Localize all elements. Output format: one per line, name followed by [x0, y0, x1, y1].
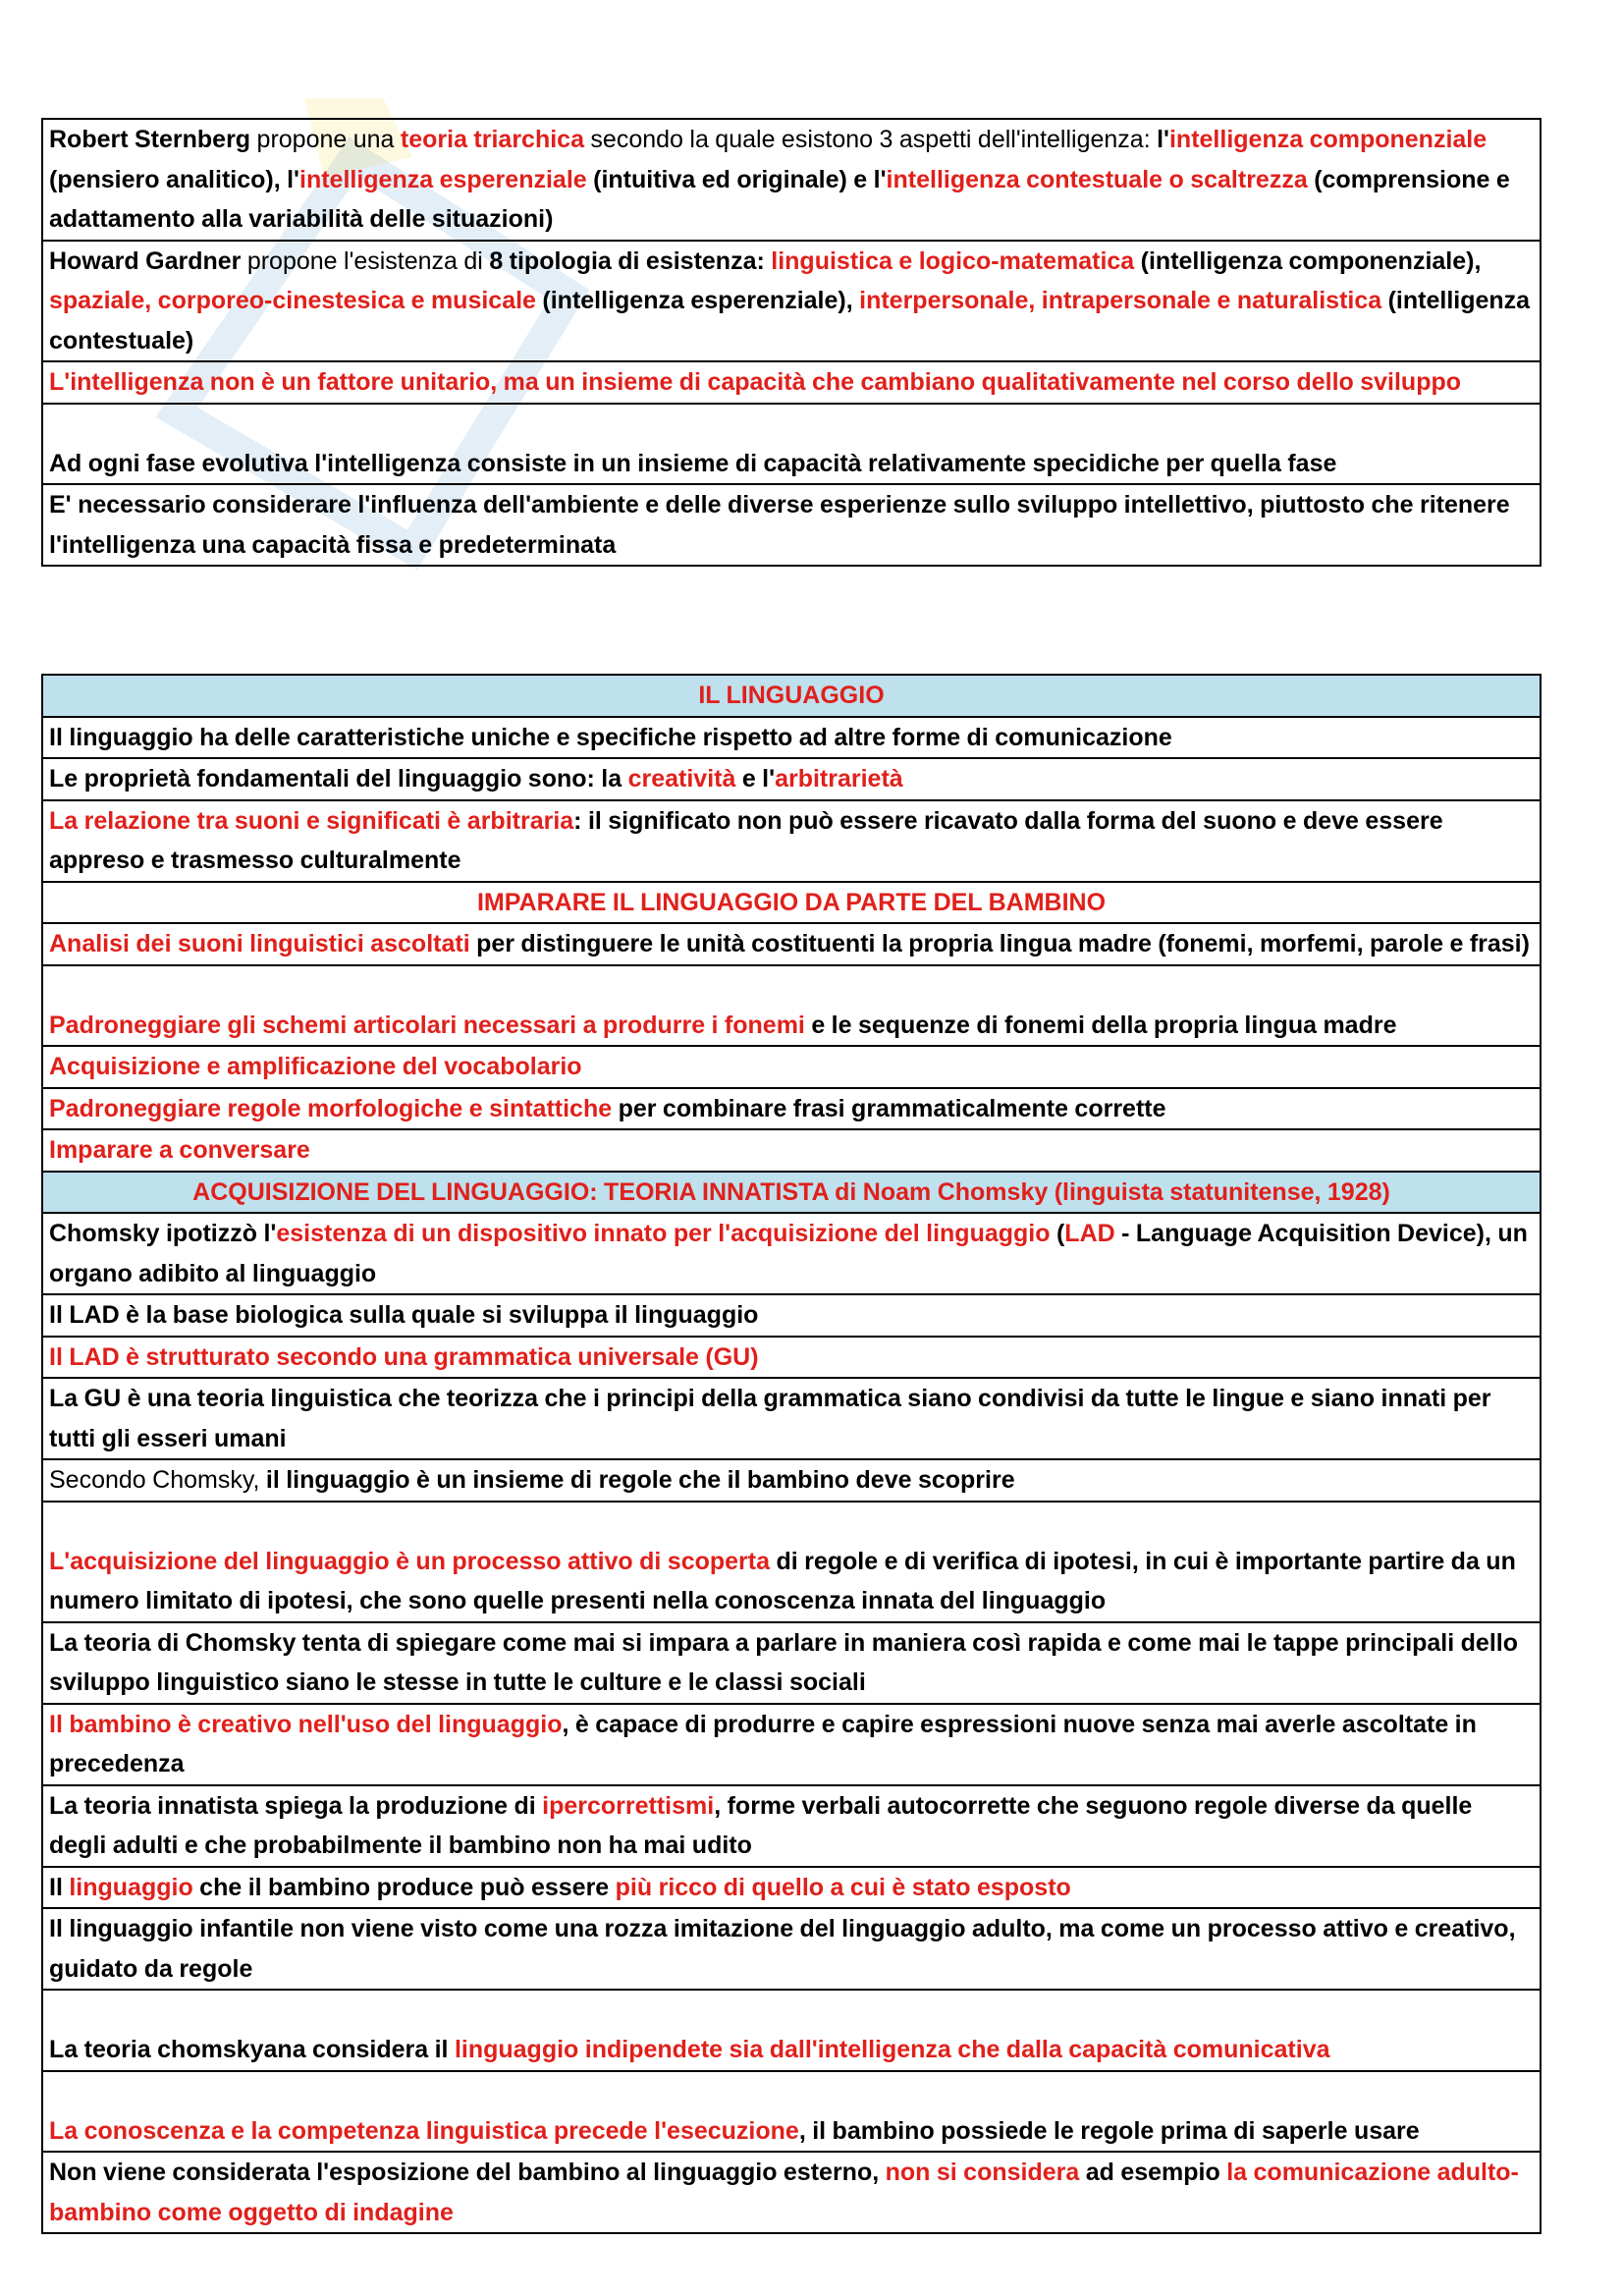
row-text: Chomsky ipotizzò l' — [49, 1220, 277, 1247]
row-text: LAD — [1064, 1220, 1115, 1247]
row-text: La teoria chomskyana considera il — [49, 2036, 455, 2063]
row-text: Secondo Chomsky, — [49, 1466, 266, 1494]
table-row — [43, 716, 1540, 758]
table-row — [43, 1045, 1540, 1087]
row-text: linguaggio indipendete sia dall'intelligenza che dalla capacità comunicativa — [454, 2036, 1330, 2063]
row-text: Il LAD è strutturato secondo una grammatica universale (GU) — [49, 1342, 759, 1371]
row-text: Il linguaggio ha delle caratteristiche uniche e specifiche rispetto ad altre forme di comunicazione — [49, 723, 1172, 751]
row-text: , forme verbali autocorrette che seguono regole diverse da quelle degli adulti e che probabilmente il bambino non ha mai udito — [49, 1791, 1473, 1859]
row-text: propone l'esistenza di — [241, 246, 490, 275]
section-header — [43, 676, 1540, 716]
row-text: - Language Acquisition Device), un organo adibito al linguaggio — [49, 1220, 1528, 1287]
row-text: esistenza di un dispositivo innato per l'acquisizione del linguaggio — [276, 1220, 1051, 1247]
language-table — [41, 674, 1542, 2234]
row-text: (comprensione e adattamento alla variabilità delle situazioni) — [49, 165, 1510, 233]
row-text: interpersonale, intrapersonale e naturalistica — [859, 287, 1382, 314]
section-header — [43, 1171, 1540, 1213]
table-row — [43, 799, 1540, 881]
row-text: per distinguere le unità costituenti la propria lingua madre (fonemi, morfemi, parole e frasi) — [469, 930, 1530, 957]
row-text: , è capace di produrre e capire espressioni nuove senza mai averle ascoltate in precedenza — [49, 1710, 1477, 1777]
row-text: Le proprietà fondamentali del linguaggio sono: la — [49, 765, 628, 793]
table-row — [43, 1458, 1540, 1501]
row-text: Padroneggiare gli schemi articolari necessari a produrre i fonemi — [49, 1011, 805, 1039]
row-text: Il — [49, 1873, 70, 1901]
table-row — [43, 1377, 1540, 1458]
row-text: Padroneggiare regole morfologiche e sintattiche — [49, 1094, 613, 1122]
row-text: Robert Sternberg — [49, 126, 251, 153]
row-text: ( — [1050, 1220, 1065, 1247]
row-text: teoria triarchica — [400, 126, 584, 153]
row-text: il linguaggio è un insieme di regole che il bambino deve scoprire — [265, 1466, 1015, 1494]
row-text: più ricco di quello a cui è stato esposto — [615, 1873, 1071, 1901]
row-text: La conoscenza e la competenza linguistica precede l'esecuzione — [49, 2116, 799, 2145]
row-text: ACQUISIZIONE DEL LINGUAGGIO: TEORIA INNATISTA — [192, 1177, 829, 1206]
table-row — [43, 1501, 1540, 1621]
row-text: Howard Gardner — [49, 246, 242, 275]
table-row — [43, 1989, 1540, 2070]
table-row — [43, 1621, 1540, 1703]
row-text: 8 tipologia di esistenza: — [489, 246, 772, 275]
row-text: Ad ogni fase evolutiva l'intelligenza consiste in un insieme di capacità relativamente specidiche per quella fase — [49, 449, 1337, 477]
row-text: e l' — [735, 765, 776, 793]
row-text: spaziale, corporeo-cinestesica e musicale — [49, 287, 536, 314]
row-text: ipercorrettismi — [542, 1791, 715, 1820]
row-text: ad esempio — [1079, 2159, 1227, 2186]
row-text: creatività — [627, 765, 736, 793]
table-row — [43, 922, 1540, 964]
table-row — [43, 240, 1540, 361]
row-text: Non viene considerata l'esposizione del bambino al linguaggio esterno, — [49, 2159, 886, 2186]
row-text: per combinare frasi grammaticalmente corrette — [612, 1094, 1166, 1122]
row-text: IL LINGUAGGIO — [698, 682, 885, 709]
table-row — [43, 1784, 1540, 1866]
table-row — [43, 483, 1540, 565]
row-text: intelligenza contestuale o scaltrezza — [886, 165, 1308, 193]
table-row — [43, 120, 1540, 240]
row-text: arbitrarietà — [775, 765, 903, 793]
row-text: intelligenza esperenziale — [299, 165, 587, 193]
table-row — [43, 2070, 1540, 2152]
row-text: l' — [1157, 126, 1169, 153]
row-text: linguistica e logico-matematica — [771, 246, 1135, 275]
table-row — [43, 360, 1540, 403]
row-text: Il bambino è creativo nell'uso del linguaggio — [49, 1710, 563, 1738]
row-text: L'intelligenza non è un fattore unitario, ma un insieme di capacità che cambiano qualitativamente nel corso dello sviluppo — [49, 368, 1462, 396]
row-text: propone una — [250, 126, 401, 153]
row-text: Analisi dei suoni linguistici ascoltati — [49, 930, 470, 957]
table-row — [43, 1212, 1540, 1293]
row-text: di Noam Chomsky (linguista statunitense, 1928) — [828, 1177, 1390, 1206]
row-text: (intelligenza contestuale) — [49, 287, 1531, 355]
row-text: secondo la quale esistono 3 aspetti dell'intelligenza: — [583, 126, 1158, 153]
row-text: di regole e di verifica di ipotesi, in cui è importante partire da un numero limitato di ipotesi, che sono quelle presenti nella conoscenza innata del linguaggio — [49, 1547, 1516, 1614]
table-row — [43, 1293, 1540, 1336]
row-text: intelligenza componenziale — [1168, 126, 1488, 153]
row-text: non si considera — [885, 2159, 1080, 2186]
row-text: (pensiero analitico), l' — [49, 165, 299, 193]
table-row — [43, 1087, 1540, 1129]
row-text: (intelligenza componenziale), — [1134, 246, 1482, 275]
row-text: e le sequenze di fonemi della propria lingua madre — [804, 1011, 1397, 1039]
row-text: E' necessario considerare l'influenza dell'ambiente e delle diverse esperienze sullo sviluppo intellettivo, piuttosto che ritenere l'intelligenza una capacità fissa e predeterminata — [49, 491, 1510, 559]
row-text: , il bambino possiede le regole prima di saperle usare — [798, 2116, 1420, 2145]
row-text: Il linguaggio infantile non viene visto come una rozza imitazione del linguaggio adulto, ma come un processo attivo e creativo, guidato da regole — [49, 1915, 1516, 1983]
row-text: (intelligenza esperenziale), — [535, 287, 860, 314]
table-row — [43, 1128, 1540, 1171]
row-text: La teoria di Chomsky tenta di spiegare come mai si impara a parlare in maniera così rapida e come mai le tappe principali dello sviluppo linguistico siano le stesse in tutte le culture e le classi sociali — [49, 1628, 1518, 1696]
row-text: (intuitiva ed originale) e l' — [586, 165, 887, 193]
table-row — [43, 881, 1540, 923]
row-text: Il LAD è la base biologica sulla quale si sviluppa il linguaggio — [49, 1301, 759, 1329]
row-text: IMPARARE IL LINGUAGGIO DA PARTE DEL BAMBINO — [476, 888, 1107, 916]
table-row — [43, 403, 1540, 484]
row-text: L'acquisizione del linguaggio è un processo attivo di scoperta — [49, 1547, 771, 1575]
row-text: La teoria innatista spiega la produzione di — [49, 1791, 543, 1820]
row-text: linguaggio — [69, 1873, 193, 1901]
table-row — [43, 1866, 1540, 1908]
row-text: Acquisizione e amplificazione del vocabolario — [49, 1053, 582, 1080]
row-text: La relazione tra suoni e significati è arbitraria — [49, 806, 574, 835]
row-text: : il significato non può essere ricavato dalla forma del suono e deve essere appreso e trasmesso culturalmente — [49, 806, 1443, 874]
table-row — [43, 1336, 1540, 1378]
row-text: La GU è una teoria linguistica che teorizza che i principi della grammatica siano condivisi da tutte le lingue e siano innati per tutti gli esseri umani — [49, 1385, 1491, 1452]
row-text: Imparare a conversare — [49, 1136, 310, 1164]
table-row — [43, 964, 1540, 1046]
table-row — [43, 2151, 1540, 2232]
intelligence-table — [41, 118, 1542, 567]
table-row — [43, 757, 1540, 799]
table-row — [43, 1907, 1540, 1989]
row-text: la comunicazione adulto-bambino come oggetto di indagine — [49, 2159, 1519, 2226]
table-row — [43, 1703, 1540, 1784]
row-text: che il bambino produce può essere — [192, 1873, 616, 1901]
